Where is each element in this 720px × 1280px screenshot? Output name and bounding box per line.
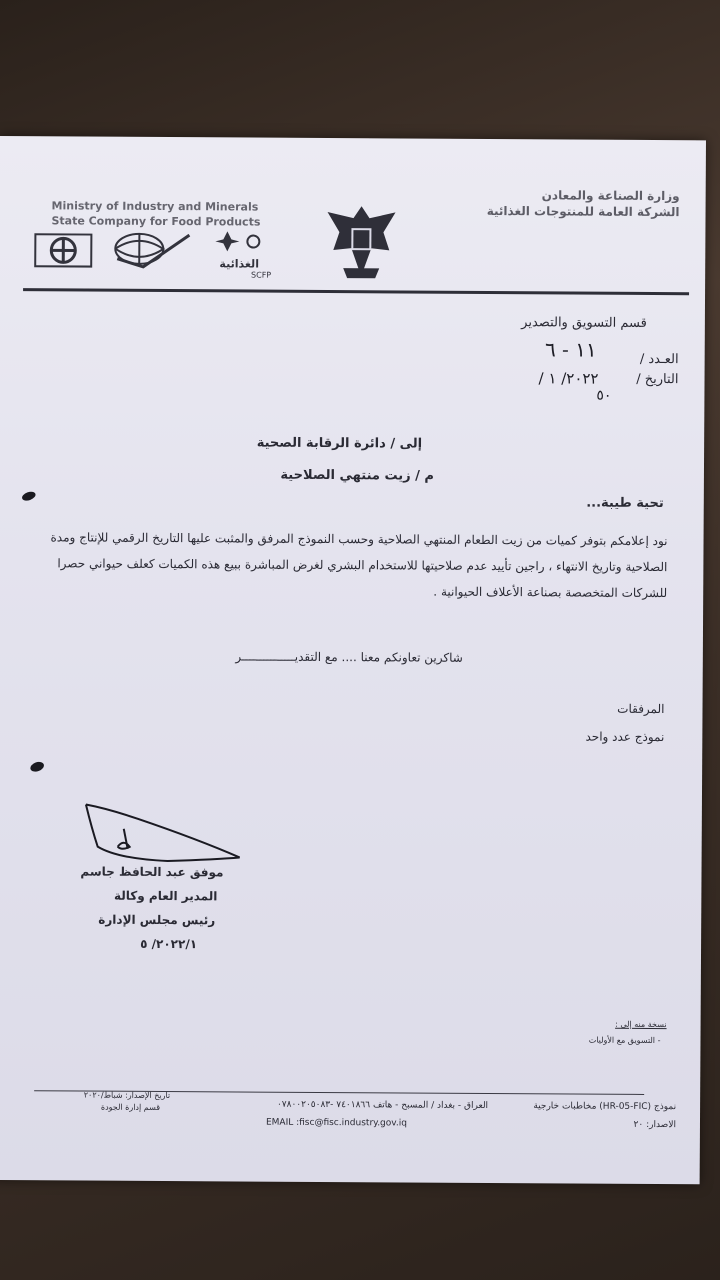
footer-email: EMAIL :fisc@fisc.industry.gov.iq bbox=[265, 1117, 408, 1129]
eagle-emblem-icon bbox=[317, 198, 406, 285]
star-logo-icon bbox=[207, 229, 271, 253]
copies-label: نسخة منه إلى : bbox=[615, 1019, 667, 1030]
scfp-logo bbox=[207, 229, 272, 280]
letter-body: نود إعلامكم بتوفر كميات من زيت الطعام المنتهي الصلاحية وحسب النموذج المرفق والمثبت عليها التاريخ الرقمي للإنتاج ومدة الصلاحية وتاريخ الانتهاء ، راجين تأييد عدم صلاحيتها للاستخدام البشري لغرض المباشرة ببيع هذه الكميات كعلف حيواني حصرا للشركات المتخصصة بصناعة الأعلاف الحيوانية . bbox=[50, 530, 668, 601]
attachments-label: المرفقات bbox=[617, 701, 665, 717]
company-logo-icon bbox=[33, 232, 93, 268]
date-label: التاريخ / bbox=[636, 371, 679, 388]
signature-date: ٢٠٢٢/١/ ٥ bbox=[140, 936, 198, 952]
header-divider bbox=[23, 288, 689, 295]
signatory-title: رئيس مجلس الإدارة bbox=[98, 912, 216, 928]
ink-spot bbox=[21, 490, 37, 502]
footer-issue: الاصدار: ٢٠ bbox=[633, 1119, 677, 1131]
company-english: State Company for Food Products bbox=[51, 214, 261, 229]
footer-address: العراق - بغداد / المسبح - هاتف ٧٤٠١٨٦٦ -٠٧٨٠٠٢٠٥٠٨٣ bbox=[276, 1099, 489, 1111]
header-english bbox=[51, 198, 260, 229]
signature-icon bbox=[78, 798, 248, 865]
greeting: تحية طيبة... bbox=[586, 495, 664, 512]
attachment-item: نموذج عدد واحد bbox=[585, 729, 665, 745]
logo-sub-text: SCFP bbox=[251, 270, 272, 280]
footer-quality-dept: قسم إدارة الجودة bbox=[100, 1102, 161, 1112]
letter-paper bbox=[0, 136, 706, 1184]
department-name: قسم التسويق والتصدير bbox=[521, 315, 647, 331]
ink-spot bbox=[29, 760, 45, 773]
logo-arabic-text: الغذائية bbox=[219, 257, 260, 271]
handwritten-mark: ٥٠ bbox=[596, 387, 612, 404]
number-value: ١١ - ٦ bbox=[544, 337, 597, 362]
signatory-name: موفق عبد الحافظ جاسم bbox=[80, 864, 224, 880]
company-arabic: الشركة العامة للمنتوجات الغذائية bbox=[486, 203, 680, 220]
ministry-english: Ministry of Industry and Minerals bbox=[51, 199, 259, 214]
copies-item: - التسويق مع الأوليات bbox=[588, 1035, 661, 1046]
footer-issue-date: تاريخ الإصدار: شباط/٢٠٢٠ bbox=[83, 1090, 171, 1101]
subject-line: م / زيت منتهي الصلاحية bbox=[280, 467, 434, 484]
ministry-arabic: وزارة الصناعة والمعادن bbox=[541, 188, 680, 204]
recipient: إلى / دائرة الرقابة الصحية bbox=[256, 435, 423, 452]
globe-logo-icon bbox=[103, 229, 193, 270]
form-code: نموذج (HR-05-FIC) مخاطبات خارجية bbox=[533, 1101, 677, 1113]
closing-line: شاكرين تعاونكم معنا .... مع التقديـــــــــــــــر bbox=[235, 649, 463, 665]
number-label: العـدد / bbox=[639, 351, 679, 368]
signatory-title: المدير العام وكالة bbox=[113, 888, 218, 904]
date-value: ٢٠٢٢/ ١ / bbox=[538, 369, 599, 388]
header-arabic bbox=[487, 187, 680, 220]
